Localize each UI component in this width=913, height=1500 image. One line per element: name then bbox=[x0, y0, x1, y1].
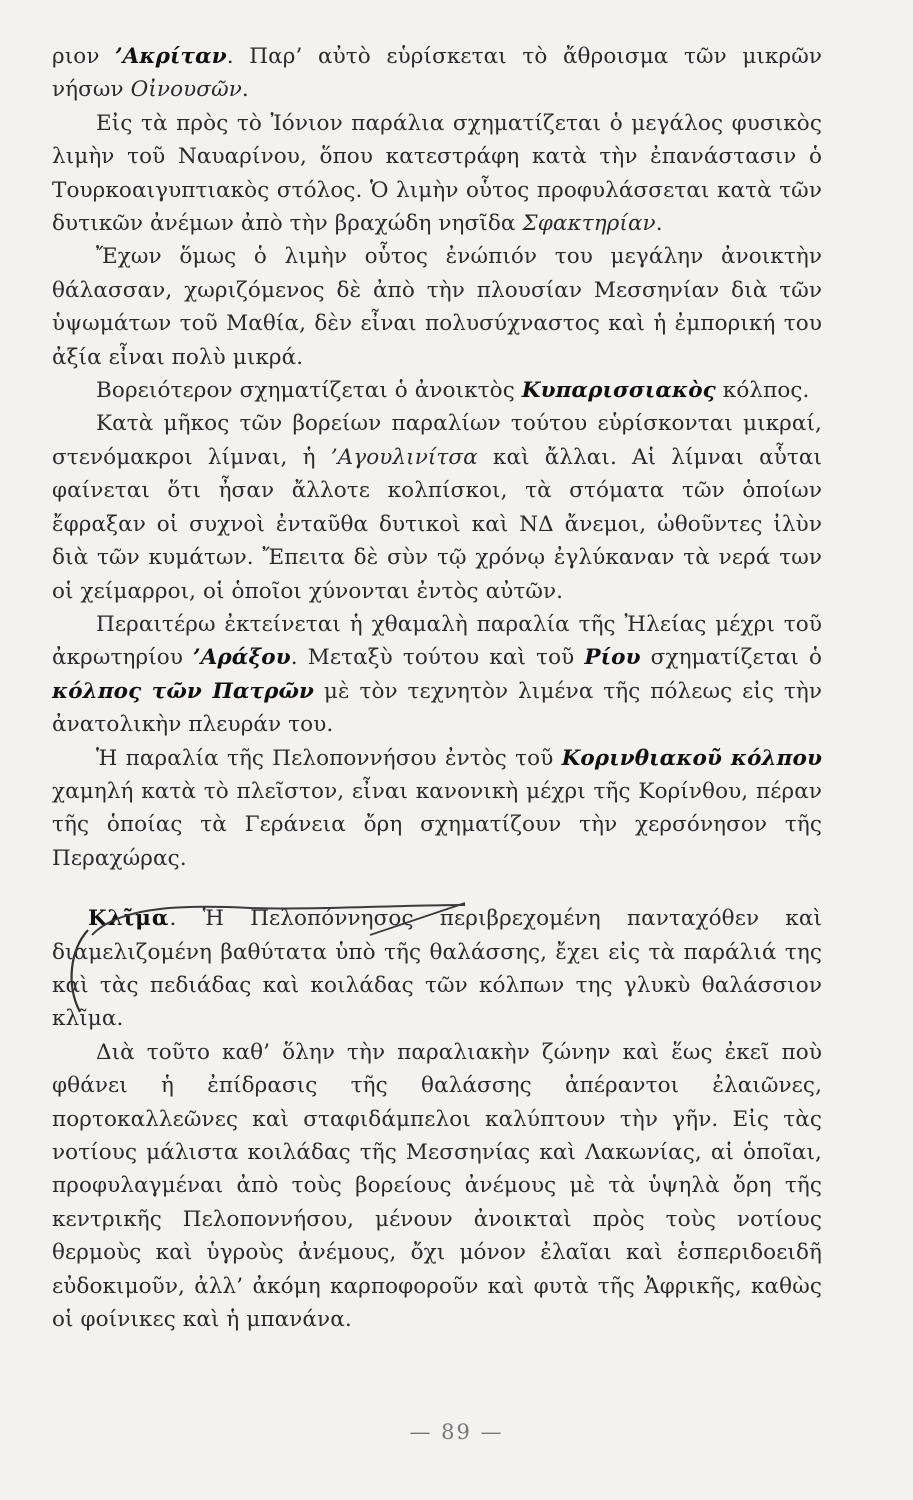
text-segment: . Παρ’ αὐτὸ εὑρίσκεται τὸ ἄθροισμα τῶν μικρῶν νήσων bbox=[52, 44, 823, 103]
page-number: — 89 — bbox=[409, 1420, 504, 1444]
place-name-gulf-of-patras: κόλπος τῶν Πατρῶν bbox=[52, 678, 315, 704]
paragraph-1 bbox=[52, 40, 822, 107]
place-name-akritas: ’Ακρίταν bbox=[115, 44, 227, 69]
place-name-oinousses: Οἰνουσῶν bbox=[130, 77, 242, 103]
text-segment: μὲ τὸν τεχνητὸν λιμένα τῆς πόλεως εἰς τὴν ἀνατολικὴν πλευράν του. bbox=[52, 678, 822, 738]
place-name-corinthian-gulf: Κορινθιακοῦ κόλπου bbox=[561, 745, 822, 771]
text-segment: Διὰ τοῦτο καθ’ ὅλην τὴν παραλιακὴν ζώνην καὶ ἕως ἐκεῖ ποὺ φθάνει ἡ ἐπίδρασις τῆς θαλάσσης ἀπέραντοι ἐλαιῶνες, πορτοκαλλεῶνες καὶ σταφιδάμπελοι καλύπτουν τὴν γῆν. Εἰς τὰς νοτίους μάλιστα κοιλάδας τῆς Μεσσηνίας καὶ Λακωνίας, αἱ ὁποῖαι, προφυλαγμέναι ἀπὸ τοὺς βορείους ἀνέμους μὲ τὰ ὑψηλὰ ὄρη τῆς κεντρικῆς Πελοποννήσου, μένουν ἀνοικταὶ πρὸς τοὺς νοτίους θερμοὺς καὶ ὑγροὺς ἀνέμους, ὄχι μόνον ἐλαῖαι καὶ ἑσπεριδοειδῆ εὐδοκιμοῦν, ἀλλ’ ἀκόμη καρποφοροῦν καὶ φυτὰ τῆς Ἀφρικῆς, καθὼς οἱ φοίνικες καὶ ἡ μπανάνα. bbox=[52, 1039, 822, 1333]
text-segment: . Ἡ Πελοπόννησος περιβρεχομένη πανταχόθεν καὶ διαμελιζομένη βαθύτατα ὑπὸ τῆς θαλάσσης, ἔχει εἰς τὰ παράλιά της καὶ τὰς πεδιάδας καὶ κοιλάδας τῶν κόλπων της γλυκὺ θαλάσσιον κλῖμα. bbox=[52, 906, 822, 1032]
place-name-kyparissiakos: Κυπαρισσιακὸς bbox=[521, 378, 716, 404]
place-name-sfaktiria: Σφακτηρίαν bbox=[522, 211, 656, 237]
text-segment: . bbox=[241, 77, 249, 103]
section-heading-klima: Κλῖμα bbox=[88, 906, 170, 932]
paragraph-9 bbox=[52, 1036, 822, 1337]
page-body bbox=[52, 40, 822, 1336]
text-segment: Περαιτέρω ἐκτείνεται ἡ χθαμαλὴ παραλία τῆς Ἠλείας μέχρι τοῦ ἀκρωτηρίου bbox=[52, 611, 822, 671]
paragraph-4 bbox=[52, 374, 822, 407]
text-segment: ριον bbox=[52, 44, 116, 69]
paragraph-3 bbox=[52, 240, 822, 374]
place-name-araxos: ’Αράξου bbox=[193, 645, 291, 671]
paragraph-6 bbox=[52, 608, 822, 742]
text-segment: Εἰς τὰ πρὸς τὸ Ἰόνιον παράλια σχηματίζεται ὁ μεγάλος φυσικὸς λιμὴν τοῦ Ναυαρίνου, ὅπου κατεστράφη κατὰ τὴν ἐπανάστασιν ὁ Τουρκοαιγυπτιακὸς στόλος. Ὁ λιμὴν οὗτος προφυλάσσεται κατὰ τῶν δυτικῶν ἀνέμων ἀπὸ τὴν βραχώδη νησῖδα bbox=[52, 110, 822, 237]
paragraph-7 bbox=[52, 742, 822, 876]
paragraph-2 bbox=[52, 107, 822, 241]
text-segment: καὶ ἄλλαι. Αἱ λίμναι αὗται φαίνεται ὅτι ἦσαν ἄλλοτε κολπίσκοι, τὰ στόματα τῶν ὁποίων ἔφραξαν οἱ συχνοὶ ἐνταῦθα δυτικοὶ καὶ ΝΔ ἄνεμοι, ὠθοῦντες ἰλὺν διὰ τῶν κυμάτων. Ἔπειτα δὲ σὺν τῷ χρόνῳ ἐγλύκαναν τὰ νερά των οἱ χείμαρροι, οἱ ὁποῖοι χύνονται ἐντὸς αὐτῶν. bbox=[52, 444, 823, 604]
place-name-agoulinitsa: ’Αγουλινίτσα bbox=[330, 444, 478, 470]
text-segment: Ἡ παραλία τῆς Πελοποννήσου ἐντὸς τοῦ bbox=[96, 745, 562, 771]
text-segment: Κατὰ μῆκος τῶν βορείων παραλίων τούτου εὑρίσκονται μικραί, στενόμακροι λίμναι, ἡ bbox=[52, 411, 822, 470]
text-segment: Βορειότερον σχηματίζεται ὁ ἀνοικτὸς bbox=[96, 378, 522, 404]
text-segment: . bbox=[655, 211, 663, 237]
text-segment: σχηματίζεται ὁ bbox=[640, 645, 823, 671]
paragraph-5 bbox=[52, 407, 822, 607]
place-name-rio: Ρίου bbox=[584, 645, 641, 671]
text-segment: . Μεταξὺ τούτου καὶ τοῦ bbox=[290, 645, 585, 671]
text-segment: χαμηλή κατὰ τὸ πλεῖστον, εἶναι κανονικὴ μέχρι τῆς Κορίνθου, πέραν τῆς ὁποίας τὰ Γεράνεια ὄρη σχηματίζουν τὴν χερσόνησον τῆς Περαχώρας. bbox=[52, 778, 822, 871]
paragraph-climate bbox=[52, 902, 822, 1036]
text-segment: κόλπος. bbox=[715, 378, 810, 404]
text-segment: Ἔχων ὅμως ὁ λιμὴν οὗτος ἐνώπιόν του μεγάλην ἀνοικτὴν θάλασσαν, χωριζόμενος δὲ ἀπὸ τὴν πλουσίαν Μεσσηνίαν διὰ τῶν ὑψωμάτων τοῦ Μαθία, δὲν εἶναι πολυσύχναστος καὶ ἡ ἐμπορική του ἀξία εἶναι πολὺ μικρά. bbox=[52, 244, 822, 370]
